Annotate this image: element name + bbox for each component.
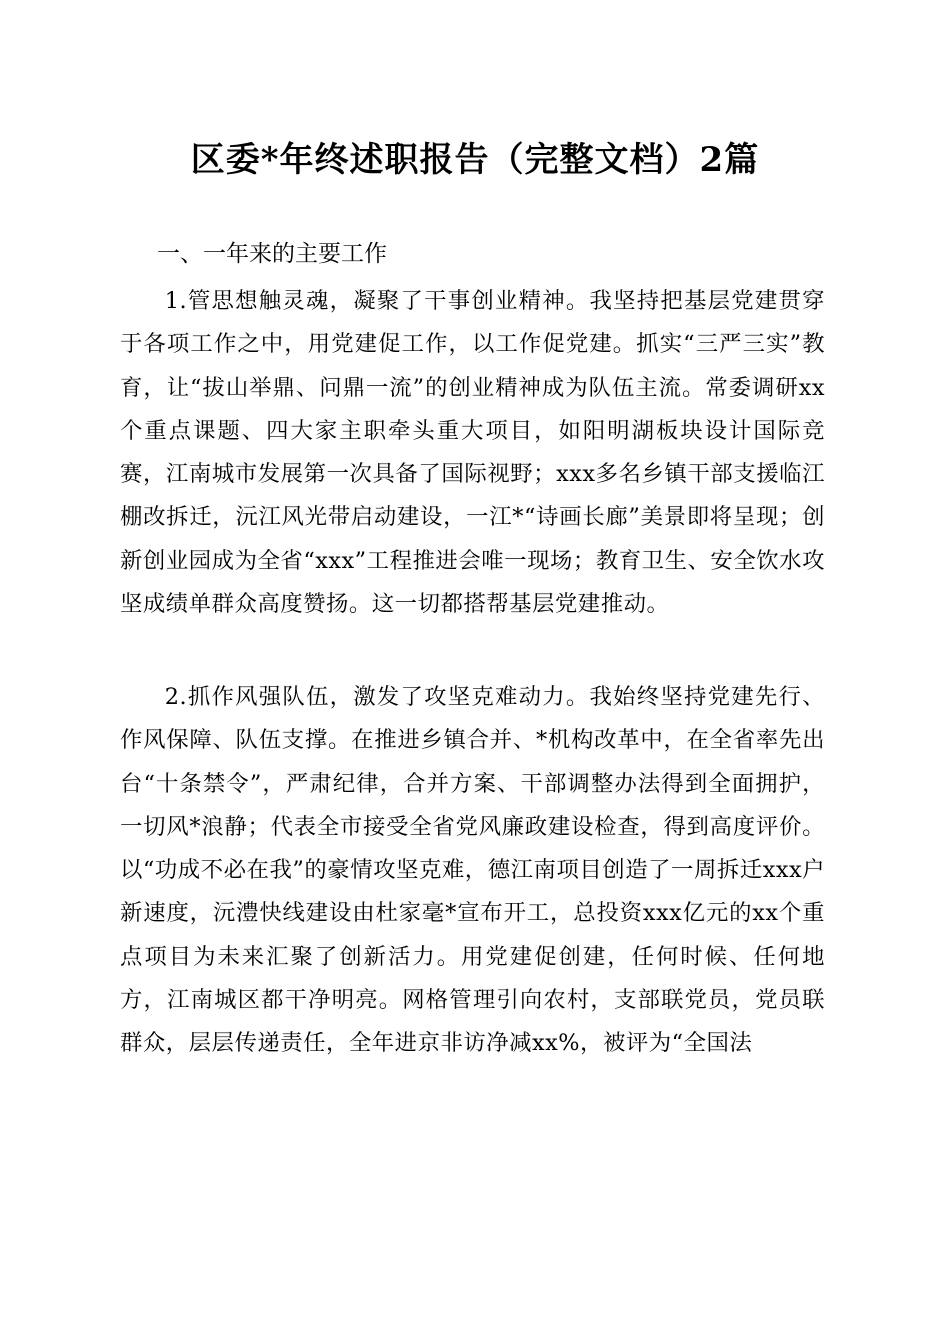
section-heading: 一、一年来的主要工作 xyxy=(157,241,387,267)
document-title: 区委*年终述职报告（完整文档）2篇 xyxy=(190,140,760,180)
paragraph-2: 2.抓作风强队伍，激发了攻坚克难动力。我始终坚持党建先行、作风保障、队伍支撑。在推进乡镇合并、*机构改革中，在全省率先出台“十条禁令”，严肃纪律，合并方案、干部调整办法得到全面拥护，一切风*浪静；代表全市接受全省党风廉政建设检查，得到高度评价。以“功成不必在我”的豪情攻坚克难，德江南项目创造了一周拆迁xxx户新速度，沅澧快线建设由杜家毫*宣布开工，总投资xxx亿元的xx个重点项目为未来汇聚了创新活力。用党建促创建，任何时候、任何地方，江南城区都干净明亮。网格管理引向农村，支部联党员，党员联群众，层层传递责任，全年进京非访净减xx%，被评为“全国法 xyxy=(120,684,825,1057)
paragraph-1: 1.管思想触灵魂，凝聚了干事创业精神。我坚持把基层党建贯穿于各项工作之中，用党建促工作，以工作促党建。抓实“三严三实”教育，让“拔山举鼎、问鼎一流”的创业精神成为队伍主流。常委调研xx个重点课题、四大家主职牵头重大项目，如阳明湖板块设计国际竞赛，江南城市发展第一次具备了国际视野；xxx多名乡镇干部支援临江棚改拆迁，沅江风光带启动建设，一江*“诗画长廊”美景即将呈现；创新创业园成为全省“xxx”工程推进会唯一现场；教育卫生、安全饮水攻坚成绩单群众高度赞扬。这一切都搭帮基层党建推动。 xyxy=(120,288,825,618)
